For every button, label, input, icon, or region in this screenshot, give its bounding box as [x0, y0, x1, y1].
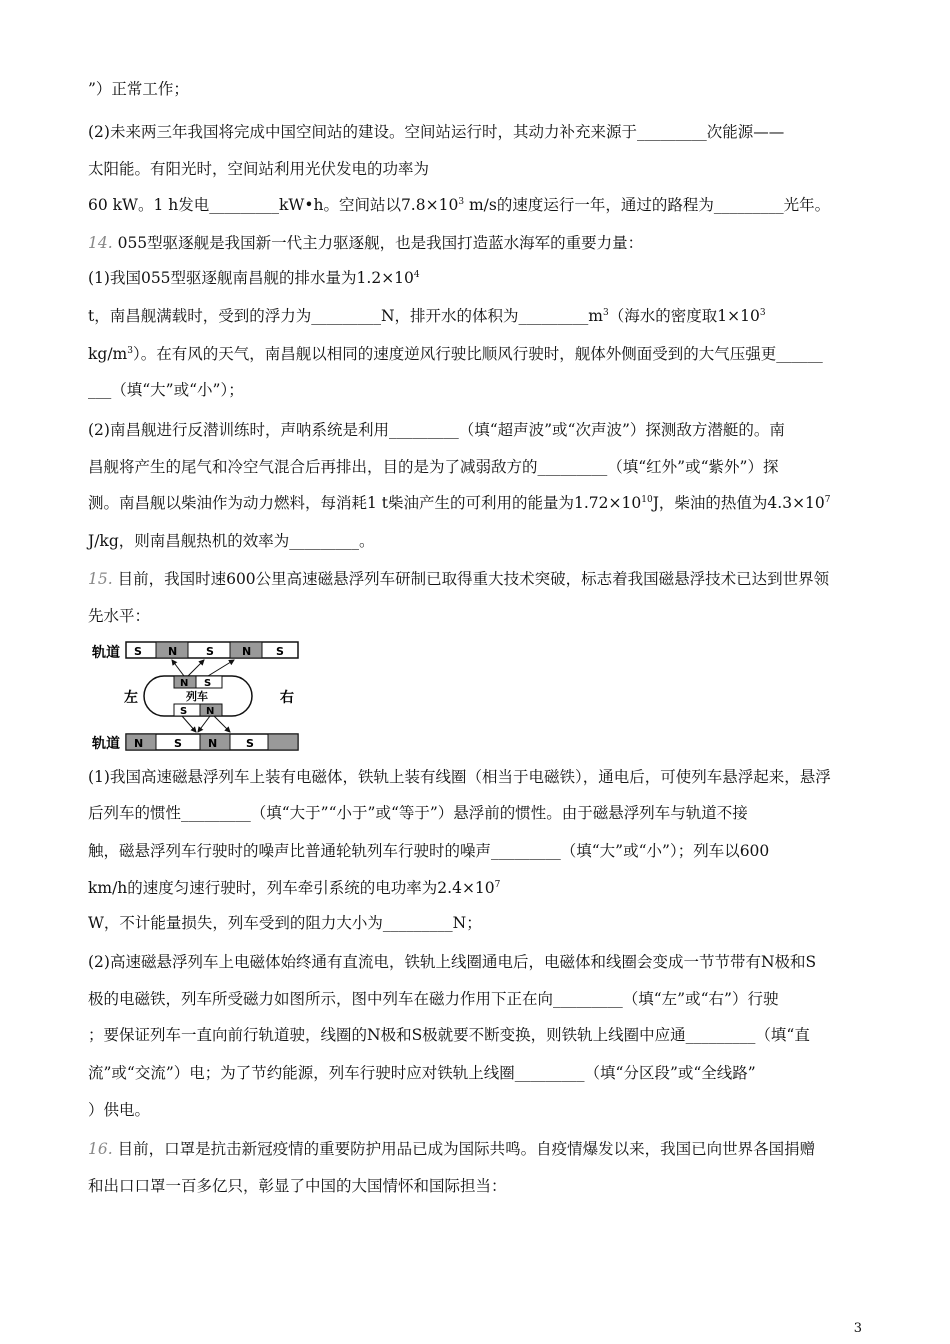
text-line: 先水平： — [88, 607, 151, 625]
pole-label: S — [246, 737, 254, 750]
text-line — [88, 877, 500, 899]
text-line — [88, 343, 823, 365]
question-number: 16. — [88, 1140, 113, 1158]
superscript: 3 — [127, 346, 133, 356]
text-line: (1)我国高速磁悬浮列车上装有电磁体，铁轨上装有线圈（相当于电磁铁），通电后，可使列车悬浮起来，悬浮 — [88, 768, 831, 786]
superscript: 4 — [413, 270, 420, 280]
superscript: 3 — [759, 308, 766, 318]
superscript: 10 — [641, 495, 653, 505]
top-track — [126, 642, 298, 658]
text-line: W，不计能量损失，列车受到的阻力大小为_________N； — [88, 914, 482, 932]
pole-label: N — [180, 678, 189, 689]
text-line: ）供电。 — [88, 1101, 151, 1119]
question-number: 14. — [88, 234, 113, 252]
pole-label: N — [208, 737, 218, 750]
text-line — [88, 492, 831, 514]
pole-label: S — [134, 645, 142, 658]
text-line — [88, 194, 830, 216]
track-label-top: 轨道 — [92, 645, 120, 661]
text-segment: 目前，口罩是抗击新冠疫情的重要防护用品已成为国际共鸣。自疫情爆发以来，我国已向世界各国捐赠 — [112, 1140, 816, 1158]
text-segment: 055型驱逐舰是我国新一代主力驱逐舰，也是我国打造蓝水海军的重要力量： — [112, 234, 644, 252]
text-line: 太阳能。有阳光时，空间站利用光伏发电的功率为 — [88, 160, 430, 178]
question-15 — [88, 568, 829, 590]
text-line: ”）正常工作； — [88, 80, 189, 98]
question-16 — [88, 1138, 815, 1160]
text-line — [88, 305, 766, 327]
question-14 — [88, 232, 643, 254]
text-segment: 60 kW。1 h发电_________kW•h。空间站以7.8×10 — [88, 196, 459, 214]
text-segment: ）。在有风的天气，南昌舰以相同的速度逆风行驶比顺风行驶时，舰体外侧面受到的大气压强更______ — [132, 345, 823, 363]
maglev-diagram — [92, 640, 302, 752]
left-label: 左 — [124, 690, 138, 706]
pole-label: S — [206, 645, 214, 658]
text-line: 和出口口罩一百多亿只，彰显了中国的大国情怀和国际担当： — [88, 1177, 507, 1195]
superscript: 7 — [494, 880, 501, 890]
train-label: 列车 — [186, 690, 208, 703]
pole-label: S — [204, 678, 212, 689]
text-segment: 目前，我国时速600公里高速磁悬浮列车研制已取得重大技术突破，标志着我国磁悬浮技术已达到世界领 — [112, 570, 830, 588]
text-line: ；要保证列车一直向前行轨道驶，线圈的N极和S极就要不断变换，则铁轨上线圈中应通_________（填“直 — [88, 1026, 810, 1044]
pole-label: N — [134, 737, 144, 750]
text-line: (2)南昌舰进行反潜训练时，声呐系统是利用_________（填“超声波”或“次声波”）探测敌方潜艇的。南 — [88, 421, 785, 439]
pole-label: N — [168, 645, 178, 658]
text-line: 后列车的惯性_________（填“大于”“小于”或“等于”）悬浮前的惯性。由于磁悬浮列车与轨道不接 — [88, 804, 748, 822]
text-segment: t，南昌舰满载时，受到的浮力为_________N，排开水的体积为_________m — [88, 307, 603, 325]
superscript: 3 — [458, 197, 465, 207]
text-line: (2)未来两三年我国将完成中国空间站的建设。空间站运行时，其动力补充来源于_________次能源—— — [88, 123, 785, 141]
text-line — [88, 267, 420, 289]
page-number: 3 — [853, 1321, 862, 1336]
text-line: ___（填“大”或“小”）； — [88, 381, 244, 399]
pole-label: S — [174, 737, 182, 750]
text-line: (2)高速磁悬浮列车上电磁体始终通有直流电，铁轨上线圈通电后，电磁体和线圈会变成一节节带有N极和S — [88, 953, 817, 971]
superscript: 3 — [603, 308, 609, 318]
text-segment: kg/m — [88, 345, 128, 363]
text-segment: （海水的密度取1×10 — [608, 307, 760, 325]
train-body — [144, 676, 252, 717]
text-line: J/kg，则南昌舰热机的效率为_________。 — [88, 532, 375, 550]
text-line: 流”或“交流”）电；为了节约能源，列车行驶时应对铁轨上线圈_________（填“分区段”或“全线路” — [88, 1064, 756, 1082]
pole-label: S — [276, 645, 284, 658]
superscript: 7 — [824, 495, 831, 505]
text-segment: km/h的速度匀速行驶时，列车牵引系统的电功率为2.4×10 — [88, 879, 495, 897]
question-number: 15. — [88, 570, 113, 588]
bottom-track — [126, 734, 298, 750]
text-segment: J，柴油的热值为4.3×10 — [652, 494, 825, 512]
text-line: 触，磁悬浮列车行驶时的噪声比普通轮轨列车行驶时的噪声_________（填“大”或“小”）；列车以600 — [88, 842, 770, 860]
pole-label: N — [206, 706, 215, 717]
text-segment: (1)我国055型驱逐舰南昌舰的排水量为1.2×10 — [88, 269, 414, 287]
pole-label: S — [180, 706, 188, 717]
text-segment: m/s的速度运行一年，通过的路程为_________光年。 — [464, 196, 831, 214]
text-line: 极的电磁铁，列车所受磁力如图所示，图中列车在磁力作用下正在向_________（填“左”或“右”）行驶 — [88, 990, 779, 1008]
text-segment: 测。南昌舰以柴油作为动力燃料，每消耗1 t柴油产生的可利用的能量为1.72×10 — [88, 494, 642, 512]
text-line: 昌舰将产生的尾气和冷空气混合后再排出，目的是为了减弱敌方的_________（填“红外”或“紫外”）探 — [88, 458, 779, 476]
right-label: 右 — [280, 690, 294, 706]
pole-label: N — [242, 645, 252, 658]
track-label-bottom: 轨道 — [92, 736, 120, 752]
